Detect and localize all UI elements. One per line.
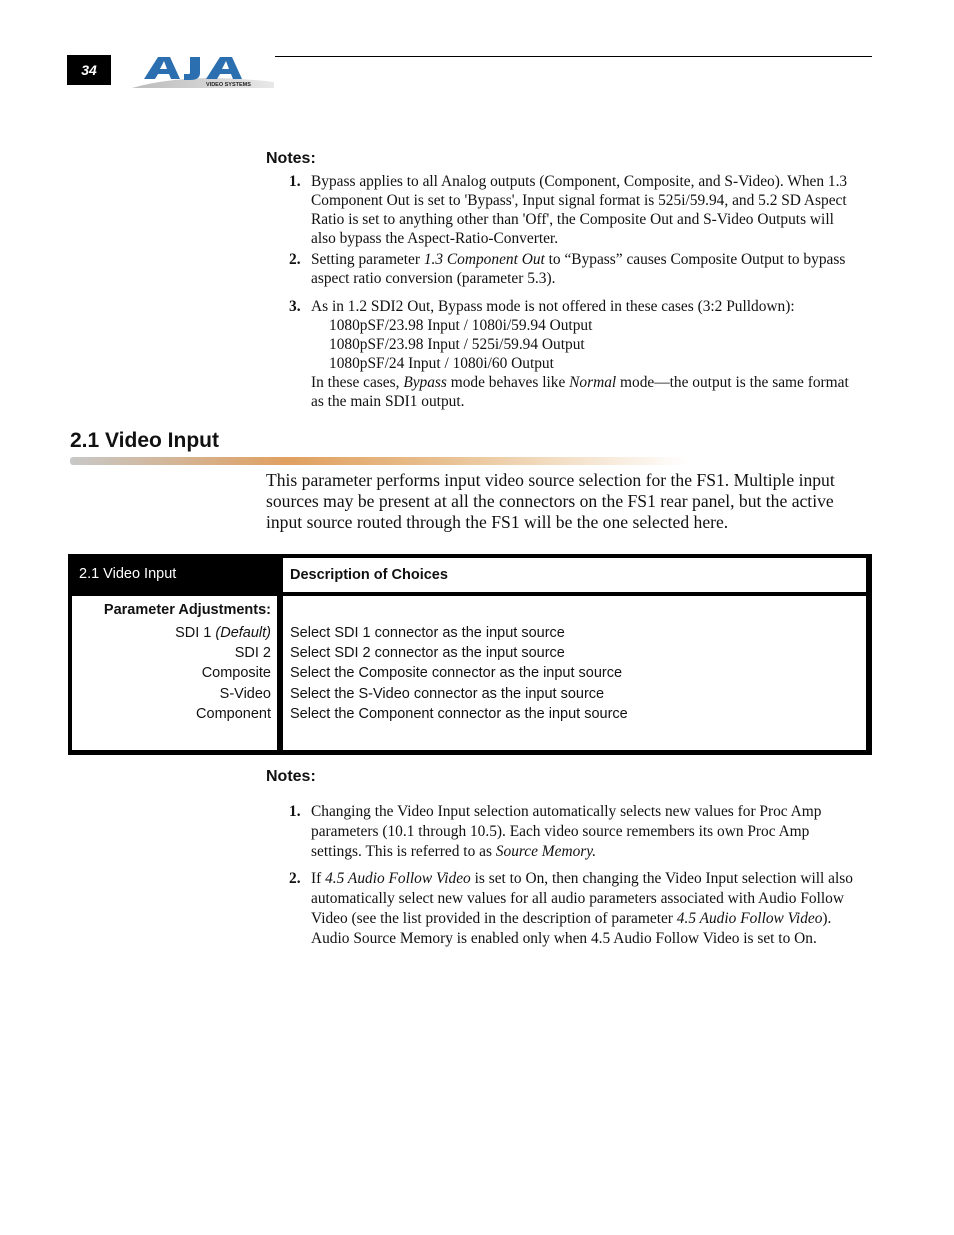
table-choices-cell — [72, 596, 277, 750]
note-top-1 — [289, 172, 854, 248]
section-title: 2.1 Video Input — [70, 429, 219, 452]
notes-title-bottom: Notes: — [266, 768, 316, 785]
description-item: Select the S-Video connector as the input source — [290, 685, 605, 702]
note-text: If 4.5 Audio Follow Video is set to On, then changing the Video Input selection will also automatically select new values for all audio parameters associated with Audio Follow Video (see the list provided in the description of parameter 4.5 Audio Follow Video). Audio Source Memory is enabled only when 4.5 Audio Follow Video is set to On. — [311, 870, 853, 947]
description-list — [290, 623, 628, 724]
note-number: 1. — [289, 173, 301, 190]
choice-item: S-Video — [219, 685, 271, 702]
note-text: Changing the Video Input selection automatically selects new values for Proc Amp parameters (10.1 through 10.5). Each video source remembers its own Proc Amp settings. This is referred to as Source Memory. — [311, 803, 822, 860]
header-rule — [275, 56, 872, 57]
aja-logo — [128, 52, 276, 92]
table-descriptions-cell — [283, 596, 866, 750]
adjustments-title: Parameter Adjustments: — [103, 602, 271, 618]
bypass-case: 1080pSF/23.98 Input / 1080i/59.94 Output — [329, 317, 593, 334]
note-number: 2. — [289, 251, 301, 268]
note-bottom-1 — [289, 802, 854, 862]
section-rule — [70, 457, 690, 465]
note-text: Setting parameter 1.3 Component Out to “Bypass” causes Composite Output to bypass aspect ratio conversion (parameter 5.3). — [311, 251, 846, 287]
bypass-case: 1080pSF/24 Input / 1080i/60 Output — [329, 355, 554, 372]
note-text: Bypass applies to all Analog outputs (Component, Composite, and S-Video). When 1.3 Component Out is set to 'Bypass', Input signal format is 525i/59.94, and 5.2 SD Aspect Ratio is set to anything other than 'Off', the Composite Out and S-Video Outputs will also bypass the Aspect-Ratio-Converter. — [311, 173, 848, 247]
page-number: 34 — [67, 55, 111, 85]
table-header-description: Description of Choices — [283, 558, 866, 592]
note-top-3 — [289, 297, 854, 411]
note-number: 1. — [289, 803, 301, 820]
logo-subtext: VIDEO SYSTEMS — [206, 82, 251, 88]
note-top-2 — [289, 250, 854, 288]
table-header-parameter: 2.1 Video Input — [71, 557, 277, 591]
note-bottom-2 — [289, 869, 854, 949]
choice-item: SDI 1 (Default) — [175, 625, 271, 641]
choice-item: Component — [196, 705, 271, 722]
notes-title-top: Notes: — [266, 150, 316, 167]
choice-item: Composite — [201, 665, 271, 682]
description-item: Select SDI 1 connector as the input source — [290, 625, 565, 641]
choice-item: SDI 2 — [234, 645, 271, 662]
bypass-case: 1080pSF/23.98 Input / 525i/59.94 Output — [329, 336, 585, 353]
description-item: Select the Component connector as the input source — [290, 705, 628, 722]
note-number: 2. — [289, 870, 301, 887]
description-item: Select SDI 2 connector as the input source — [290, 645, 565, 662]
note-text: As in 1.2 SDI2 Out, Bypass mode is not offered in these cases (3:2 Pulldown): 1080pSF/23.98 Input / 1080i/59.94 Output 1080pSF/23.98 Input / 525i/59.94 Output 1080pSF/24 Input / 1080i/60 Output In these cases, Bypass mode behaves like Normal mode—the output is the same format as the main SDI1 output. — [311, 297, 854, 411]
section-intro: This parameter performs input video source selection for the FS1. Multiple input sources may be present at all the connectors on the FS1 rear panel, but the active input source routed through the FS1 will be the one selected here. — [266, 470, 835, 532]
description-item: Select the Composite connector as the input source — [290, 665, 623, 682]
choice-list — [175, 623, 271, 724]
parameter-table — [68, 554, 872, 755]
note-number: 3. — [289, 298, 301, 315]
